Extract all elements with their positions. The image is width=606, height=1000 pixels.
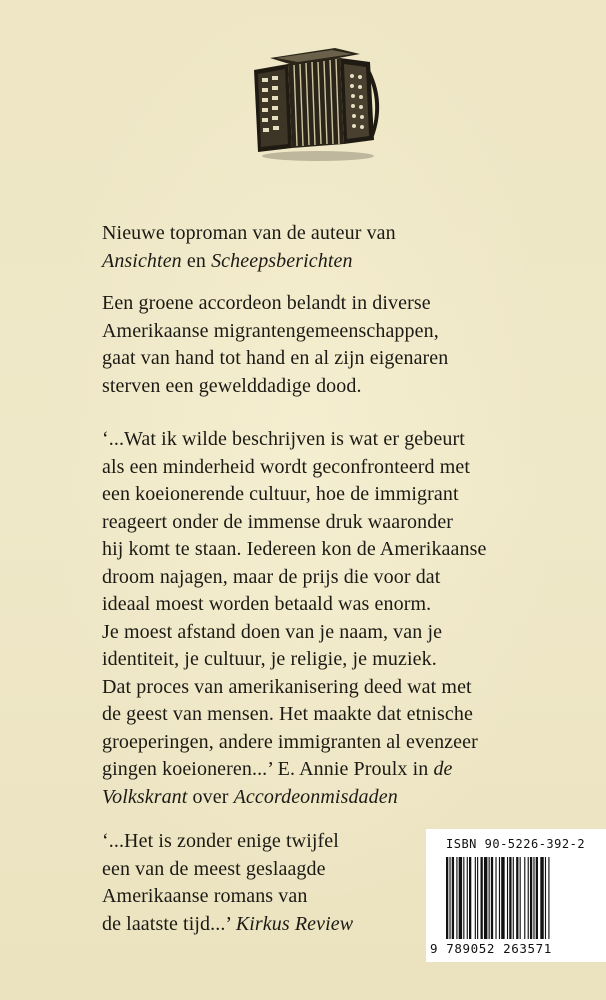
quote-line-text: de laatste tijd...’ [102,912,236,935]
quote-line: Je moest afstand doen van je naam, van je [102,620,443,643]
accordion-illustration [240,40,390,165]
barcode-bar [491,857,493,939]
quote-line: hij komt te staan. Iedereen kon de Amerikaanse [102,538,487,560]
summary-line: Een groene accordeon belandt in diverse [102,292,431,314]
quote-line: ideaal moest worden betaald was enorm. [102,593,432,615]
barcode-bar [446,857,448,939]
tagline-joiner: en [181,249,212,272]
barcode-bar [528,857,529,939]
kirkus-quote [102,828,353,938]
barcode-bar [495,857,496,939]
barcode-bar [449,857,450,939]
barcode-bar [530,857,532,939]
quote-line: een koeionerende cultuur, hoe de immigrant [102,483,459,505]
barcode-bar [489,857,490,939]
barcode-bar [513,857,514,939]
barcode-bar [499,857,500,939]
tagline-titles [102,248,396,276]
barcode-bar [469,857,471,939]
summary [102,290,448,400]
title-scheepsberichten: Scheepsberichten [211,249,353,272]
quote-line [102,784,486,812]
review-source: Kirkus Review [235,912,354,935]
barcode-bar [475,857,476,939]
quote-line: de geest van mensen. Het maakte dat etnische [102,703,473,725]
quote-line: ‘...Het is zonder enige twijfel [102,830,339,852]
barcode-bar [516,857,518,939]
newspaper-title-part: de [433,758,453,780]
barcode-bar [477,857,478,939]
barcode-bar [540,857,543,939]
barcode-bar [520,857,521,939]
quote-line: als een minderheid wordt geconfronteerd met [102,455,471,478]
summary-line: gaat van hand tot hand en al zijn eigenaren [102,347,449,369]
quote-line [102,911,353,939]
quote-line: reageert onder de immense druk waaronder [102,510,454,533]
barcode-panel [426,829,606,962]
barcode-bar [548,857,549,939]
barcode-bar [533,857,534,939]
quote-line-text: gingen koeioneren...’ E. Annie Proulx in [102,758,434,780]
barcode-bar [545,857,546,939]
barcode-bar [463,857,464,939]
proulx-quote [102,426,486,811]
barcode-bar [507,857,508,939]
book-title: Accordeonmisdaden [233,785,398,808]
barcode-bar [467,857,468,939]
barcode-bar [484,857,487,939]
barcode-bar [452,857,454,939]
quote-line: Dat proces van amerikanisering deed wat met [102,675,472,698]
summary-line: Amerikaanse migrantengemeenschappen, [102,319,439,342]
summary-line: sterven een gewelddadige dood. [102,374,362,397]
barcode-digits: 9 789052 263571 [430,941,552,956]
quote-line: identiteit, je cultuur, je religie, je muziek. [102,648,437,670]
barcode-bar [536,857,538,939]
quote-line: ‘...Wat ik wilde beschrijven is wat er gebeurt [102,428,465,450]
isbn-label: ISBN 90-5226-392-2 [446,837,586,851]
quote-line: droom najagen, maar de prijs die voor dat [102,565,441,588]
barcode-bar [509,857,511,939]
quote-line: groeperingen, andere immigranten al evenzeer [102,730,478,753]
newspaper-title-part: Volkskrant [102,785,188,808]
barcode-bar [459,857,462,939]
barcode-bars [446,857,596,939]
quote-line-text: over [187,785,234,808]
quote-line [102,756,486,784]
barcode-bar [481,857,483,939]
quote-line: Amerikaanse romans van [102,885,308,907]
quote-line: een van de meest geslaagde [102,857,326,880]
tagline [102,220,396,275]
title-ansichten: Ansichten [102,249,182,272]
barcode-bar [456,857,457,939]
barcode-bar [501,857,504,939]
barcode-bar [524,857,525,939]
tagline-line: Nieuwe toproman van de auteur van [102,222,396,244]
